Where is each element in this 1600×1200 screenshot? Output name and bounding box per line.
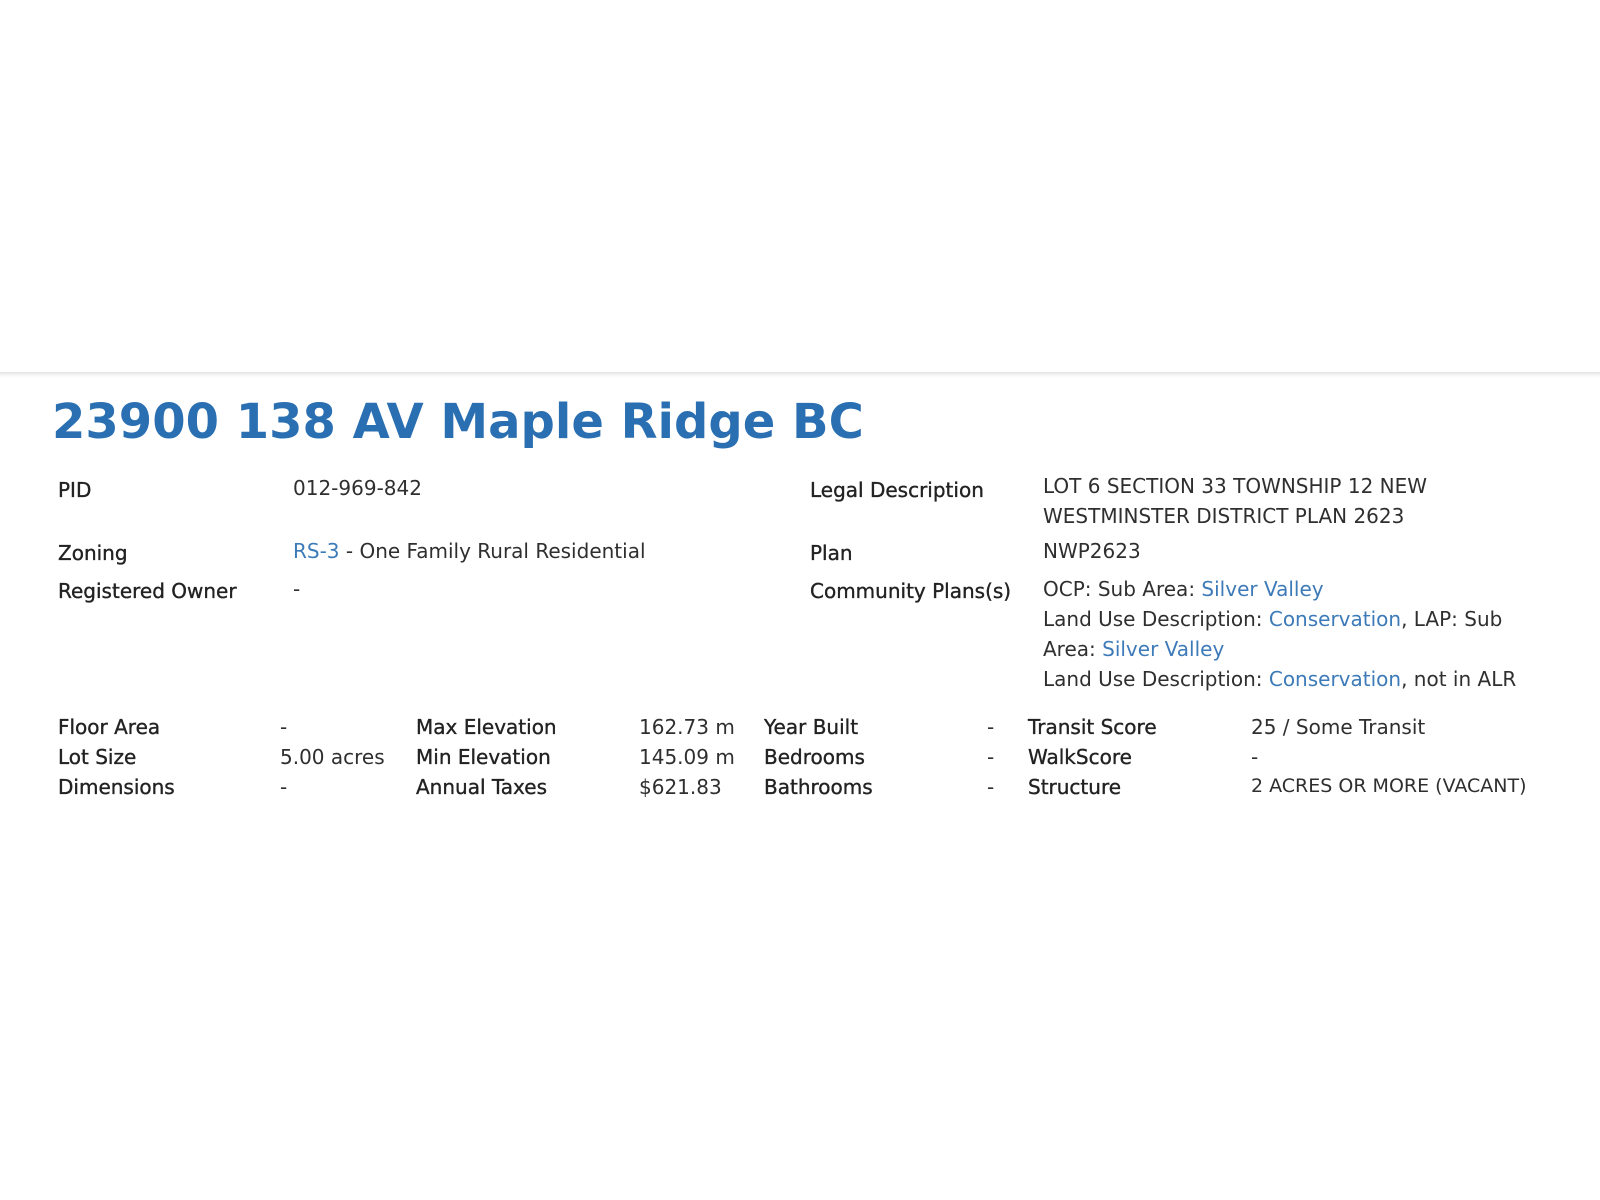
registered-owner-label: Registered Owner <box>58 579 237 603</box>
section-top-divider <box>0 372 1600 378</box>
pid-value: 012-969-842 <box>293 476 422 500</box>
community-plans-value <box>1043 574 1516 694</box>
lot-size-label: Lot Size <box>58 745 137 769</box>
legal-description-line-2: WESTMINSTER DISTRICT PLAN 2623 <box>1043 504 1405 528</box>
walkscore-label: WalkScore <box>1028 745 1132 769</box>
floor-area-label: Floor Area <box>58 715 161 739</box>
legal-description-line-1: LOT 6 SECTION 33 TOWNSHIP 12 NEW <box>1043 474 1428 498</box>
structure-label: Structure <box>1028 775 1122 799</box>
lap-area-link[interactable]: Silver Valley <box>1102 637 1225 661</box>
min-elevation-label: Min Elevation <box>416 745 551 769</box>
bathrooms-label: Bathrooms <box>764 775 873 799</box>
land-use-line-2 <box>1043 664 1516 694</box>
land-use-prefix-2: Land Use Description: <box>1043 667 1269 691</box>
community-plans-label: Community Plans(s) <box>810 579 1012 603</box>
walkscore-value: - <box>1251 745 1259 769</box>
alr-text: , not in ALR <box>1401 667 1517 691</box>
property-address-title: 23900 138 AV Maple Ridge BC <box>52 394 864 450</box>
zoning-label: Zoning <box>58 541 128 565</box>
land-use-prefix-1: Land Use Description: <box>1043 607 1269 631</box>
year-built-value: - <box>987 715 995 739</box>
bedrooms-label: Bedrooms <box>764 745 865 769</box>
year-built-label: Year Built <box>764 715 859 739</box>
dimensions-label: Dimensions <box>58 775 175 799</box>
lap-area-line <box>1043 634 1516 664</box>
lot-size-value: 5.00 acres <box>280 745 385 769</box>
annual-taxes-label: Annual Taxes <box>416 775 547 799</box>
land-use-line-1 <box>1043 604 1516 634</box>
zoning-code-link[interactable]: RS-3 <box>293 539 340 563</box>
zoning-description: - One Family Rural Residential <box>339 539 646 563</box>
structure-value: 2 ACRES OR MORE (VACANT) <box>1251 775 1527 797</box>
max-elevation-value: 162.73 m <box>639 715 735 739</box>
bathrooms-value: - <box>987 775 995 799</box>
legal-description-value <box>1043 471 1427 531</box>
ocp-area-link[interactable]: Silver Valley <box>1201 577 1324 601</box>
annual-taxes-value: $621.83 <box>639 775 722 799</box>
max-elevation-label: Max Elevation <box>416 715 557 739</box>
plan-label: Plan <box>810 541 853 565</box>
plan-value: NWP2623 <box>1043 539 1141 563</box>
floor-area-value: - <box>280 715 288 739</box>
lap-text: , LAP: Sub <box>1401 607 1503 631</box>
transit-score-value: 25 / Some Transit <box>1251 715 1426 739</box>
land-use-link-2[interactable]: Conservation <box>1268 667 1402 691</box>
zoning-value <box>293 539 646 563</box>
area-prefix: Area: <box>1043 637 1103 661</box>
legal-description-label: Legal Description <box>810 478 984 502</box>
dimensions-value: - <box>280 775 288 799</box>
transit-score-label: Transit Score <box>1028 715 1157 739</box>
ocp-line <box>1043 574 1516 604</box>
min-elevation-value: 145.09 m <box>639 745 735 769</box>
pid-label: PID <box>58 478 92 502</box>
registered-owner-value: - <box>293 577 301 601</box>
land-use-link-1[interactable]: Conservation <box>1268 607 1402 631</box>
ocp-prefix: OCP: Sub Area: <box>1043 577 1202 601</box>
bedrooms-value: - <box>987 745 995 769</box>
